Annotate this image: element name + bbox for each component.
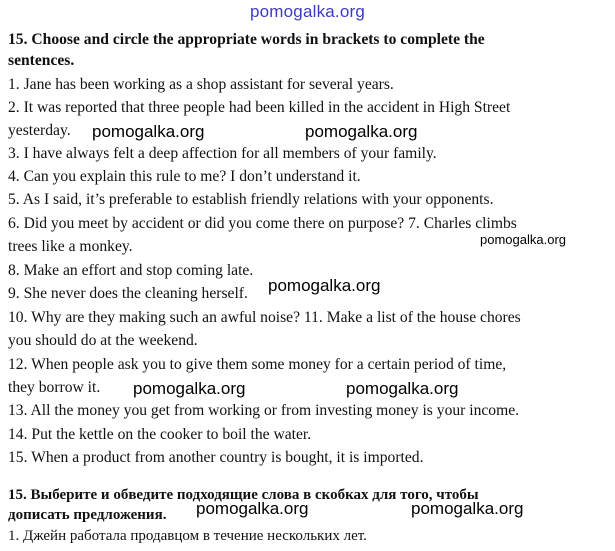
site-header	[0, 2, 615, 22]
sentence-line: 13. All the money you get from working or from investing money is your income.	[8, 402, 520, 419]
watermark: pomogalka.org	[346, 379, 459, 398]
sentence-line: yesterday.	[8, 122, 71, 139]
watermark: pomogalka.org	[196, 499, 309, 518]
ru-exercise-title-line-2: дописать предложения.	[8, 507, 167, 523]
sentence-line: 3. I have always felt a deep affection for all members of your family.	[8, 145, 437, 162]
ru-sentence-line: 1. Джейн работала продавцом в течение нескольких лет.	[8, 528, 367, 544]
watermark: pomogalka.org	[305, 122, 418, 141]
sentence-line: 4. Can you explain this rule to me? I don’t understand it.	[8, 168, 361, 185]
watermark: pomogalka.org	[133, 379, 246, 398]
sentence-line: they borrow it.	[8, 379, 101, 396]
sentence-line: you should do at the weekend.	[8, 332, 198, 349]
sentence-line: 8. Make an effort and stop coming late.	[8, 262, 254, 279]
site-name[interactable]: pomogalka.org	[249, 2, 366, 21]
sentence-line: 9. She never does the cleaning herself.	[8, 285, 248, 302]
exercise-title-line-1: 15. Choose and circle the appropriate words in brackets to complete the	[8, 31, 485, 48]
sentence-line: 15. When a product from another country is bought, it is imported.	[8, 449, 424, 466]
sentence-line: 1. Jane has been working as a shop assistant for several years.	[8, 76, 394, 93]
watermark: pomogalka.org	[411, 499, 524, 518]
watermark: pomogalka.org	[480, 232, 566, 247]
ru-exercise-title-line-1: 15. Выберите и обведите подходящие слова в скобках для того, чтобы	[8, 487, 479, 503]
sentence-line: 2. It was reported that three people had been killed in the accident in High Street	[8, 99, 511, 116]
sentence-line: trees like a monkey.	[8, 238, 133, 255]
sentence-line: 14. Put the kettle on the cooker to boil the water.	[8, 426, 312, 443]
sentence-line: 6. Did you meet by accident or did you come there on purpose? 7. Charles climbs	[8, 215, 517, 232]
exercise-title-line-2: sentences.	[8, 52, 75, 69]
sentence-line: 5. As I said, it’s preferable to establish friendly relations with your opponents.	[8, 191, 494, 208]
watermark: pomogalka.org	[92, 122, 205, 141]
sentence-line: 10. Why are they making such an awful noise? 11. Make a list of the house chores	[8, 309, 521, 326]
sentence-line: 12. When people ask you to give them some money for a certain period of time,	[8, 356, 507, 373]
watermark: pomogalka.org	[268, 276, 381, 295]
